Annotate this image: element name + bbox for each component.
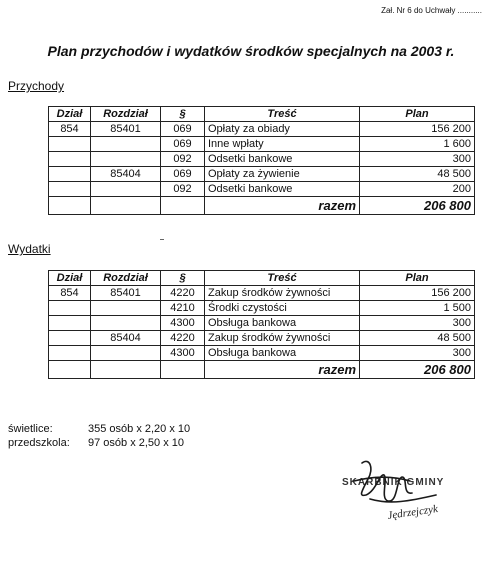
cell-rozdzial [91,152,161,167]
table-row [49,137,475,152]
col-rozdzial: Rozdział [91,271,161,286]
cell-tresc: Zakup środków żywności [205,286,360,301]
table-row [49,182,475,197]
cell-plan: 156 200 [360,286,475,301]
signature-name: Jędrzejczyk [386,503,439,522]
cell-empty [161,197,205,215]
cell-dzial [49,137,91,152]
expenses-total-value: 206 800 [360,361,475,379]
cell-empty [91,197,161,215]
cell-paragraph: 092 [161,152,205,167]
document-title: Plan przychodów i wydatków środków specjalnych na 2003 r. [47,43,455,59]
table-row [49,167,475,182]
cell-dzial: 854 [49,122,91,137]
income-heading: Przychody [8,79,65,93]
cell-paragraph: 4210 [161,301,205,316]
cell-plan: 156 200 [360,122,475,137]
cell-dzial [49,167,91,182]
income-total-row [49,197,475,215]
income-total-label: razem [205,197,360,215]
income-table [48,106,475,215]
note-value: 97 osób x 2,50 x 10 [88,437,185,449]
cell-plan: 300 [360,346,475,361]
table-row [49,122,475,137]
col-paragraph: § [161,271,205,286]
cell-plan: 1 600 [360,137,475,152]
cell-dzial [49,316,91,331]
stamp-text: SKARBNIK GMINY [342,477,445,488]
cell-paragraph: 069 [161,122,205,137]
cell-tresc: Zakup środków żywności [205,331,360,346]
cell-tresc: Opłaty za obiady [205,122,360,137]
cell-rozdzial [91,316,161,331]
cell-plan: 200 [360,182,475,197]
cell-plan: 300 [360,316,475,331]
cell-dzial [49,152,91,167]
cell-paragraph: 4300 [161,316,205,331]
table-row [49,331,475,346]
cell-tresc: Odsetki bankowe [205,182,360,197]
cell-rozdzial [91,346,161,361]
col-tresc: Treść [205,271,360,286]
col-rozdzial: Rozdział [91,107,161,122]
table-row [49,316,475,331]
col-tresc: Treść [205,107,360,122]
cell-dzial: 854 [49,286,91,301]
income-header-row [49,107,475,122]
expenses-total-label: razem [205,361,360,379]
expenses-table [48,270,475,379]
col-dzial: Dział [49,107,91,122]
cell-tresc: Obsługa bankowa [205,316,360,331]
cell-rozdzial: 85404 [91,167,161,182]
cell-dzial [49,182,91,197]
cell-paragraph: 069 [161,167,205,182]
cell-empty [91,361,161,379]
table-row [49,301,475,316]
table-row [49,346,475,361]
col-plan: Plan [360,107,475,122]
cell-paragraph: 4300 [161,346,205,361]
cell-paragraph: 4220 [161,331,205,346]
cell-rozdzial [91,301,161,316]
cell-paragraph: 069 [161,137,205,152]
scan-mark [160,239,164,240]
income-total-value: 206 800 [360,197,475,215]
cell-paragraph: 4220 [161,286,205,301]
table-row [49,152,475,167]
note-value: 355 osób x 2,20 x 10 [88,423,191,435]
cell-tresc: Środki czystości [205,301,360,316]
signature-stamp [340,455,480,540]
expenses-total-row [49,361,475,379]
signature-icon [340,455,480,535]
col-paragraph: § [161,107,205,122]
col-plan: Plan [360,271,475,286]
note-przedszkola [8,437,184,449]
cell-tresc: Opłaty za żywienie [205,167,360,182]
cell-empty [161,361,205,379]
cell-plan: 48 500 [360,331,475,346]
cell-rozdzial: 85401 [91,122,161,137]
cell-rozdzial: 85401 [91,286,161,301]
cell-dzial [49,301,91,316]
cell-rozdzial [91,182,161,197]
cell-paragraph: 092 [161,182,205,197]
cell-plan: 300 [360,152,475,167]
note-label: świetlice: [8,423,53,435]
expenses-header-row [49,271,475,286]
cell-empty [49,197,91,215]
cell-rozdzial [91,137,161,152]
attachment-note: Zał. Nr 6 do Uchwały ........... [381,6,482,15]
expenses-heading: Wydatki [8,242,51,256]
note-swietlice [8,423,190,435]
cell-tresc: Inne wpłaty [205,137,360,152]
cell-plan: 1 500 [360,301,475,316]
cell-dzial [49,346,91,361]
table-row [49,286,475,301]
cell-rozdzial: 85404 [91,331,161,346]
cell-empty [49,361,91,379]
cell-tresc: Odsetki bankowe [205,152,360,167]
note-label: przedszkola: [8,437,70,449]
cell-dzial [49,331,91,346]
col-dzial: Dział [49,271,91,286]
cell-plan: 48 500 [360,167,475,182]
cell-tresc: Obsługa bankowa [205,346,360,361]
